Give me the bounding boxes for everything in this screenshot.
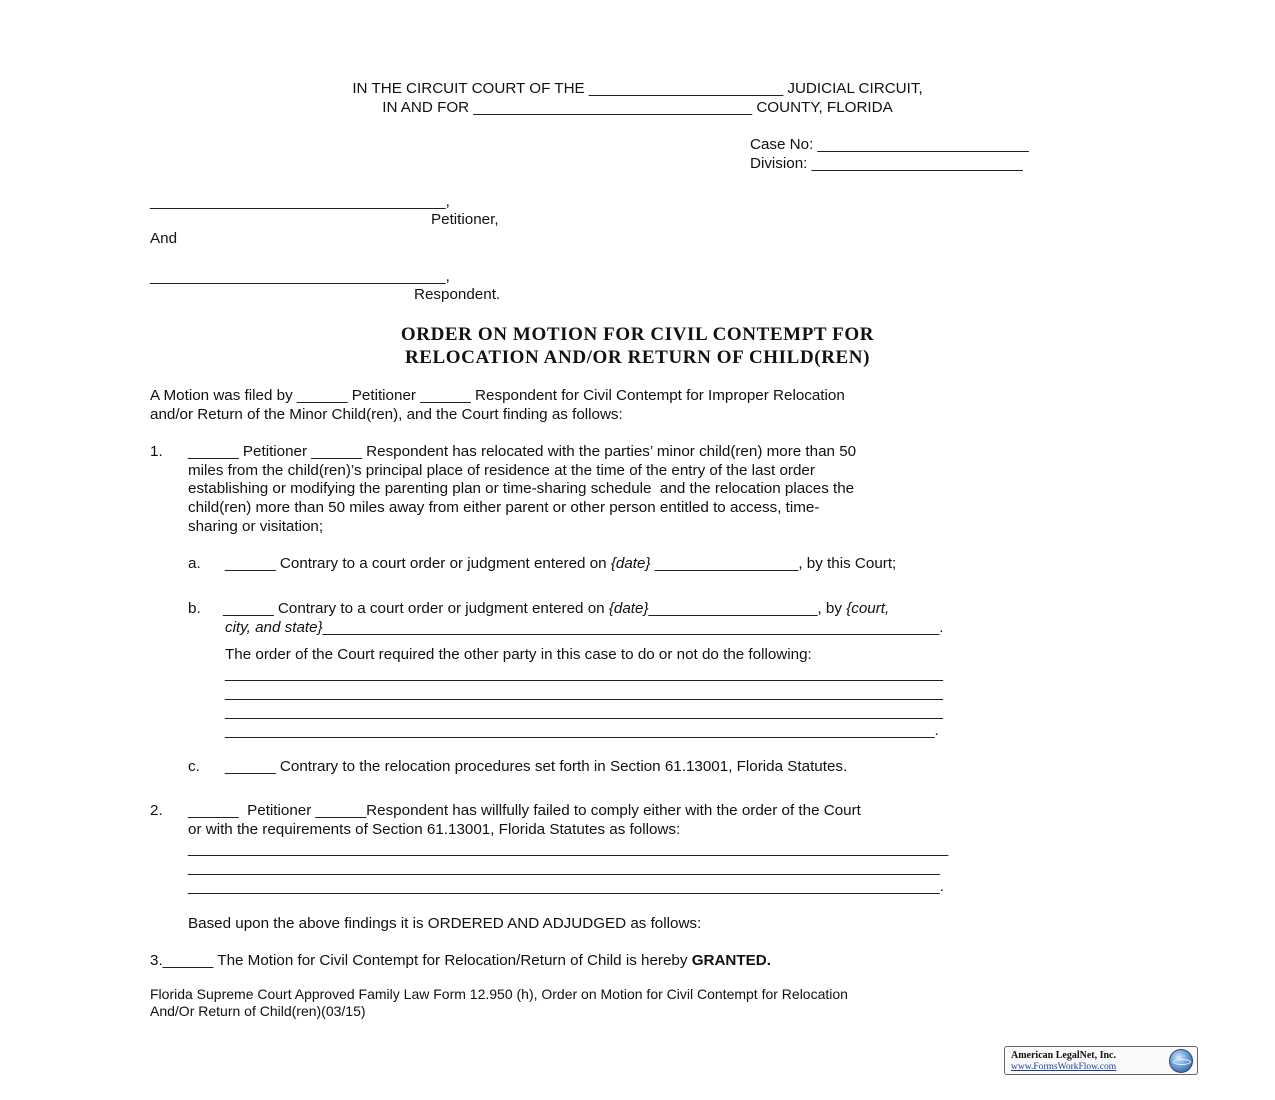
logo-company: American LegalNet, Inc. <box>1011 1050 1116 1061</box>
item-1c-letter: c. <box>188 758 200 775</box>
american-legalnet-logo[interactable] <box>1004 1046 1198 1075</box>
item-1b-blank-2: _____________________________________________________________________________________ <box>225 684 943 701</box>
item-3-text: 3.______ The Motion for Civil Contempt for Relocation/Return of Child is hereby GRANTED. <box>150 952 771 969</box>
item-1a-letter: a. <box>188 555 201 572</box>
respondent-blank: ___________________________________, <box>150 268 450 285</box>
item-1-line-2: miles from the child(ren)’s principal place of residence at the time of the entry of the last order <box>188 462 815 479</box>
granted-label: GRANTED. <box>691 952 771 969</box>
item-1-line-3: establishing or modifying the parenting plan or time-sharing schedule and the relocation places the <box>188 480 855 497</box>
item-1-line-4: child(ren) more than 50 miles away from either parent or other person entitled to access, time- <box>188 499 820 516</box>
item-2-blank-2: _________________________________________________________________________________________ <box>188 859 940 876</box>
item-2-line-2: or with the requirements of Section 61.13001, Florida Statutes as follows: <box>188 821 681 838</box>
case-number-field: Case No: _________________________ <box>750 136 1029 153</box>
and-label: And <box>150 230 178 247</box>
petitioner-blank: ___________________________________, <box>150 193 450 210</box>
item-1b-blank-3: _____________________________________________________________________________________ <box>225 703 943 720</box>
intro-line-1: A Motion was filed by ______ Petitioner ______ Respondent for Civil Contempt for Improper Relocation <box>150 387 845 404</box>
ordered-statement: Based upon the above findings it is ORDERED AND ADJUDGED as follows: <box>188 915 702 932</box>
logo-url-link[interactable]: www.FormsWorkFlow.com <box>1011 1062 1117 1072</box>
petitioner-label: Petitioner, <box>431 211 499 228</box>
intro-line-2: and/or Return of the Minor Child(ren), and the Court finding as follows: <box>150 406 623 423</box>
item-1a-text: ______ Contrary to a court order or judgment entered on {date} _________________, by this Court; <box>225 555 897 572</box>
respondent-label: Respondent. <box>414 286 501 303</box>
item-1b-required: The order of the Court required the other party in this case to do or not do the following: <box>225 646 812 663</box>
document-title-line-2: RELOCATION AND/OR RETURN OF CHILD(REN) <box>404 347 871 368</box>
item-1b-court-label: {court, <box>846 600 890 617</box>
item-1b-city-state-label: city, and state} <box>225 619 323 636</box>
court-line-1: IN THE CIRCUIT COURT OF THE _______________________ JUDICIAL CIRCUIT, <box>352 80 923 97</box>
item-2-number: 2. <box>150 802 163 819</box>
footer-line-1: Florida Supreme Court Approved Family Law Form 12.950 (h), Order on Motion for Civil Contempt for Relocation <box>150 986 848 1002</box>
globe-icon <box>1169 1049 1193 1073</box>
item-1b-date-label: {date} <box>608 600 649 617</box>
item-1b-blank-1: _____________________________________________________________________________________ <box>225 665 943 682</box>
division-field: Division: _________________________ <box>750 155 1023 172</box>
item-1-number: 1. <box>150 443 163 460</box>
item-1b-line-1: ______ Contrary to a court order or judgment entered on {date}____________________, by {court, <box>223 600 890 617</box>
item-2-blank-1: __________________________________________________________________________________________ <box>188 840 949 857</box>
item-1b-letter: b. <box>188 600 201 617</box>
item-1b-blank-4: ____________________________________________________________________________________. <box>225 722 939 739</box>
item-2-line-1: ______ Petitioner ______Respondent has willfully failed to comply either with the order of the Court <box>188 802 861 819</box>
item-2-blank-3: _________________________________________________________________________________________. <box>188 878 944 895</box>
item-1-line-5: sharing or visitation; <box>188 518 324 535</box>
item-1c-text: ______ Contrary to the relocation procedures set forth in Section 61.13001, Florida Statutes. <box>225 758 848 775</box>
item-1a-date-label: {date} <box>610 555 651 572</box>
footer-line-2: And/Or Return of Child(ren)(03/15) <box>150 1003 366 1019</box>
item-1b-line-2: city, and state}_________________________________________________________________________. <box>225 619 944 636</box>
document-title-line-1: ORDER ON MOTION FOR CIVIL CONTEMPT FOR <box>400 324 875 345</box>
court-line-2: IN AND FOR _________________________________ COUNTY, FLORIDA <box>382 99 893 116</box>
item-1-line-1: ______ Petitioner ______ Respondent has relocated with the parties’ minor child(ren) more than 50 <box>188 443 857 460</box>
